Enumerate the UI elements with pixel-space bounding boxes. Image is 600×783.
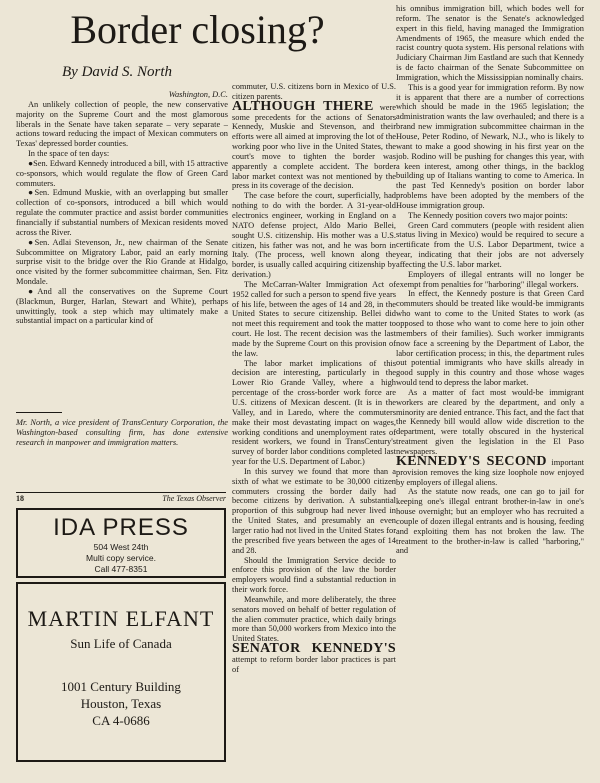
ad-address-line-2: Houston, Texas <box>80 696 162 711</box>
section-lead-paragraph: SENATOR KENNEDY'S attempt to reform border labor practices is part of <box>232 641 396 674</box>
ida-press-ad <box>16 508 226 578</box>
dateline: Washington, D.C. <box>168 90 228 99</box>
lead-in-caps: KENNEDY'S SECOND <box>396 453 547 469</box>
bio-divider <box>16 412 62 413</box>
headline: Border closing? <box>70 7 325 52</box>
paragraph: In this survey we found that more than a sixth of what we estimate to be 30,000 citizen commuters crossing the border daily had become citizens by derivation. A substantial proportion of this subgroup had never lived in the United States, and presumably an even larger ratio had not lived in the United States for the prescribed five years between the ages of 14 and 28. <box>232 466 396 555</box>
author-bio: Mr. North, a vice president of TransCentury Corporation, the Washington-based consulting firm, has done extensive research in manpower and immigration matters. <box>16 418 228 447</box>
paragraph: ●Sen. Edmund Muskie, with an overlapping but smaller collection of co-sponsors, introduced a bill which would regulate the commuter practice and assist border communities financially if substantial numbers of Mexican residents moved across the River. <box>16 188 228 237</box>
ad-address <box>18 678 224 729</box>
paragraph: An unlikely collection of people, the new conservative majority on the Supreme Court and the most glamorous liberals in the Senate have taken separate – very separate – actions toward reducing the impact of Mexican commuters on Texas' depressed border counties. <box>16 99 228 149</box>
page-footer <box>16 492 226 504</box>
paragraph: Green Card commuters (people with resident alien status living in Mexico) would be required to secure a certificate from the U.S. Labor Department, twice a year, indicating that their jobs are not adversely affecting the U.S. labor market. <box>396 220 584 269</box>
martin-elfant-ad <box>16 582 226 762</box>
paragraph: This is a good year for immigration reform. By now it is apparent that there are a number of corrections which should be made in the 1965 legislation; the administration wants the law overhauled; and there is a brand new immigration subcommittee chairman in the House, Peter Rodino, of Newark, N.J., who is likely to want to make a good showing in his first year on the job. Rodino will be pushing for changes this year, with a keen interest, among other things, in the backlog building up of Italians wanting to come to America. In the past Ted Kennedy's position on border labor problems have been adopted by the members of the House immigration group. <box>396 82 584 210</box>
section-lead-paragraph: ALTHOUGH THERE were some precedents for the actions of Senators Kennedy, Muskie and Stevenson, and their efforts were all aimed at improving the lot of the working poor who live in the United States, the court's move to tighten the border was apparently a complete accident. The border labor market context was not mentioned by the press in its coverage of the decision. <box>232 98 396 191</box>
paragraph: Should the Immigration Service decide to enforce this provision of the law the border employers would find a substantial reduction in their work force. <box>232 555 396 595</box>
section-lead-paragraph: KENNEDY'S SECOND important provision removes the king size loophole now enjoyed by employers of illegal aliens. <box>396 453 584 487</box>
ad-name: MARTIN ELFANT <box>27 606 215 631</box>
paragraph: The McCarran-Walter Immigration Act of 1952 called for such a person to spend five years of his life, between the ages of 14 and 28, in the United States to secure citizenship. Bellei did not meet this requirement and took the matter to court. He lost. The recent decision was the last made by the Supreme Court on this provision of the law. <box>232 279 396 358</box>
ad-company: Sun Life of Canada <box>70 636 172 651</box>
paragraph: commuter, U.S. citizens born in Mexico of U.S. citizen parents. <box>232 82 396 101</box>
paragraph: Meanwhile, and more deliberately, the three senators moved on behalf of better regulation of the alien commuter practice, which daily brings more than 50,000 workers from Mexico into the United States. <box>232 594 396 644</box>
paragraph: As the statute now reads, one can go to jail for keeping one's illegal entrant brother-in-law in one's house overnight; but an employer who has recruited a couple of dozen illegal entrants and is housing, feeding and exploiting them has not broken the law. The treatment to the brother-in-law is called "harboring," and <box>396 487 584 556</box>
paragraph: ●Sen. Adlai Stevenson, Jr., new chairman of the Senate Subcommittee on Migratory Labor, paid an early morning surprise visit to the bridge over the Rio Grande at Hidalgo, once visited by the former subcommittee chairman, Sen. Fitz Mondale. <box>16 237 228 287</box>
paragraph: Employers of illegal entrants will no longer be exempt from penalties for "harboring" illegal workers. <box>396 269 584 289</box>
paragraph: In effect, the Kennedy posture is that Green Card commuters should be treated like would-be immigrants who want to come to the United States to work (as opposed to those who want to come here to join other members of their families). Such worker immigrants now face a screening by the Department of Labor, the labor certification process; in this, the department rules out potential immigrants who have skills already in good supply in this country and those whose wages would tend to depress the labor market. <box>396 289 584 388</box>
paragraph: The Kennedy position covers two major points: <box>408 210 568 220</box>
ad-address: 504 West 24th <box>93 542 149 552</box>
paragraph: his omnibus immigration bill, which bodes well for reform. The senator is the Senate's acknowledged expert in this field, having managed the Immigration Amendments of 1965, the measure which ended the racist country quota system. His personal relations with Judiciary Chairman Jim Eastland are such that Kennedy is de facto chairman of the Senate Subcommittee on Immigration, which the Mississippian nominally chairs. <box>396 4 584 82</box>
ad-address-line-1: 1001 Century Building <box>61 679 181 694</box>
ad-service: Multi copy service. <box>86 553 156 563</box>
lead-in-caps: SENATOR KENNEDY'S <box>232 641 396 657</box>
ad-name: IDA PRESS <box>53 514 189 541</box>
paragraph: As a matter of fact most would-be immigrant workers are cleared by the department, and only a minority are denied entrance. This fact, and the fact that the Kennedy bill would allow wide discretion to the department, were totally obscured in the hysterical treatment given the legislation in the El Paso newspapers. <box>396 387 584 456</box>
paragraph: The case before the court, superficially, had nothing to do with the border. A 31-year-old electronics engineer, working in England on a NATO defense project, Aldo Mario Bellei, sought U.S. citizenship. His mother was a U.S. citizen, his father was not, and he was born in Italy. (The process, well known along the border, is usually called acquiring citizenship by derivation.) <box>232 191 396 280</box>
lead-in-caps: ALTHOUGH THERE <box>232 98 374 114</box>
ad-phone: CA 4-0686 <box>92 713 150 728</box>
page-number: 18 <box>16 494 24 503</box>
paragraph: ●And all the conservatives on the Supreme Court (Blackmun, Burger, Harlan, Stewart and White), perhaps unwittingly, took a step which may ultimately make a substantial impact on a particular kind of <box>16 286 228 326</box>
byline: By David S. North <box>62 64 172 80</box>
column-3 <box>396 4 584 774</box>
paragraph: ●Sen. Edward Kennedy introduced a bill, with 15 attractive co-sponsors, which would regulate the flow of Green Card commuters. <box>16 158 228 188</box>
paragraph: The labor market implications of this decision are interesting, particularly in the Lower Rio Grande Valley, where a high percentage of the cross-border work force are U.S. citizens of Mexican descent. (It is in the Valley, and in Laredo, where the commuters make their most devastating impact on wages, working conditions and unemployment rates of resident workers, we found in TransCentury's survey of border labor conditions completed last year for the U.S. Department of Labor.) <box>232 358 396 467</box>
column-1 <box>16 90 228 390</box>
column-2 <box>232 82 396 772</box>
publication-name: The Texas Observer <box>162 494 226 503</box>
paragraph: In the space of ten days: <box>28 149 110 159</box>
ad-phone: Call 477-8351 <box>94 564 148 574</box>
